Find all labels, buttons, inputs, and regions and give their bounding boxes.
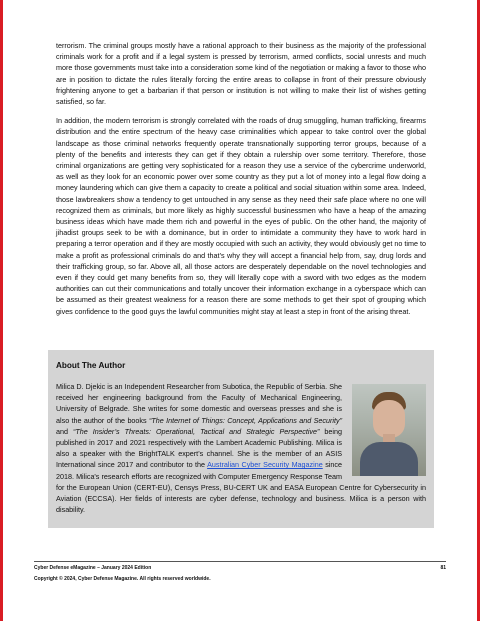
footer-copyright: Copyright © 2024, Cyber Defense Magazine. All rights reserved worldwide. [34, 576, 211, 582]
left-red-edge [0, 0, 3, 621]
bio-part-1: Milica D. Djekic is an Independent Researcher from Subotica, the Republic of Serbia. She received her engineering background from the Faculty of Mechanical Engineering, University of Belgrade. She writes for some domestic and overseas presses and she is also the author of the books [56, 382, 342, 425]
footer-edition: Cyber Defense eMagazine – January 2024 Edition [34, 565, 152, 571]
author-bio [56, 381, 426, 515]
about-author-box [48, 350, 434, 528]
book-title-1: “The Internet of Things: Concept, Applications and Security” [149, 415, 342, 425]
article-paragraph-1: terrorism. The criminal groups mostly have a rational approach to their business as the majority of the professional criminals work for a profit and if a legal system is pressed by terrorism, armed conflicts, social unrests and much more those governments must take into a consideration some kind of the negotiation or making a favor to those who are in position to dictate the rules literally forcing the entire areas to collapse in front of their pressure obviously frightening anyone to get a barbarian if that person or institution is not willing to make their list of wishes getting satisfied, so far. [56, 41, 426, 107]
article-paragraph-2: In addition, the modern terrorism is strongly correlated with the roads of drug smuggling, human trafficking, firearms distribution and the entire spectrum of the heavy case criminalities which appear to take control over the global landscape as those criminal networks frequently operate transnationally supporting terror groups, because of a plenty of the benefits and interests they can get if they obtain a rulership over some territory. Therefore, those criminal organizations are getting very sophisticated for a reason they use a service of the cybercrime underworld, as well as they look for an economic power over some country as they put a lot of money into a legal flow doing a money laundering which can give them a capacity to create a political and social situation within some area. Indeed, those lawbreakers show a tendency to get untouched in any sense as they need their safe place where no one will recognized them as criminals, but more likely as highly successful businessmen who have a heap of the amazing business ideas which have made them rich and powerful in the eyes of public. On the other hand, the majority of jihadist groups seek to be with a dominance, but in order to intimidate a community they have to work hard in preparing a terror operation and if they are mostly occupied with such an activity, they would obviously get no time to make a profit as professional criminals do and that’s why they will accept a financial help from, say, drug lords and their trafficking group, so far. Above all, all those actors are desperately dependable on the novel technologies and even if they could get many benefits from so, they will literally cope with a sword with two edges as the modern authorities can cut their communications and totally uncover their information exchange in a cyberspace which can be assumed as their greatest weakness for a reason there are some methods to get their spot of grouping which gives confidence to the good guys the lawful communities might stay at least a step in front of the arising threat. [56, 116, 426, 316]
book-title-2: “The Insider’s Threats: Operational, Tactical and Strategic Perspective” [72, 426, 320, 436]
bio-and: and [56, 426, 73, 436]
page-footer [34, 561, 446, 582]
article-body [56, 40, 426, 325]
bio-part-2: being published in 2017 and 2021 respectively with the Lambert Academic Publishing. Milica is also a speaker with the BrightTALK expert’s channel. She is the member of an ASIS International since 2017 and contributor to the [56, 426, 342, 470]
bio-part-3: since 2018. Milica's research efforts are recognized with Computer Emergency Response Team for the European Union (CERT-EU), Censys Press, BU-CERT UK and EASA European Centre for Cybersecurity in Aviation (ECCSA). Her fields of interests are cyber defense, technology and business. Milica is a person with disability. [56, 460, 426, 515]
magazine-link[interactable]: Australian Cyber Security Magazine [207, 460, 323, 470]
footer-page-number: 81 [440, 565, 446, 571]
author-photo [352, 384, 426, 476]
about-author-heading: About The Author [56, 361, 126, 370]
